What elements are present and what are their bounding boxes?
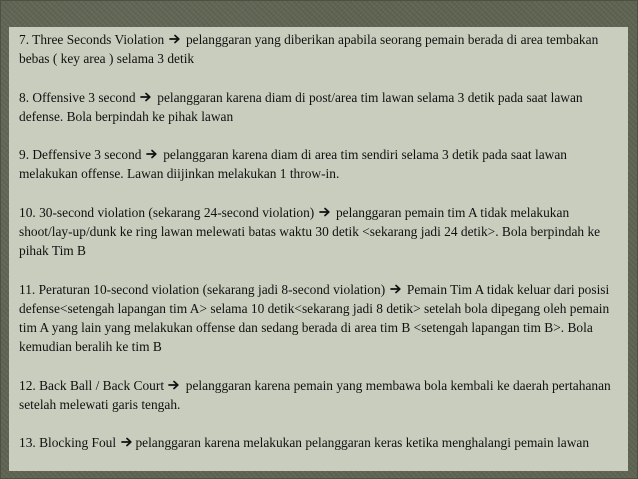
rule-term: 12. Back Ball / Back Court [19,377,165,393]
content-text-box [9,27,628,471]
rule-item-13 [19,433,622,452]
rule-description: pelanggaran karena diam di area tim sendiri selama 3 detik pada saat lawan melakukan offense. Lawan diijinkan melakukan 1 throw-in. [19,147,567,182]
arrow-right-icon [168,379,180,391]
rule-item-10 [19,203,622,261]
arrow-right-icon [121,436,133,448]
rule-term: 11. Peraturan 10-second violation (sekarang jadi 8-second violation) [19,281,386,297]
rule-item-8 [19,88,622,126]
rule-term: 9. Deffensive 3 second [19,147,142,163]
arrow-right-icon [319,206,331,218]
rule-description: pelanggaran karena pemain yang membawa bola kembali ke daerah pertahanan setelah melewati garis tengah. [19,377,611,412]
rule-description: Pemain Tim A tidak keluar dari posisi defense<setengah lapangan tim A> selama 10 detik<sekarang jadi 8 detik> setelah bola dipegang oleh pemain tim A yang lain yang melakukan offense dan sedang berada di area tim B <setengah lapangan tim B>. Bola kemudian beralih ke tim B [19,281,610,355]
rule-description: pelanggaran karena diam di post/area tim lawan selama 3 detik pada saat lawan defense. Bola berpindah ke pihak lawan [19,89,583,124]
rule-item-11 [19,280,622,357]
rule-item-7 [19,30,622,68]
rule-description: pelanggaran pemain tim A tidak melakukan shoot/lay-up/dunk ke ring lawan melewati batas waktu 30 detik <sekarang jadi 24 detik>. Bola berpindah ke pihak Tim B [19,204,601,259]
rule-term: 7. Three Seconds Violation [19,32,165,47]
rule-term: 10. 30-second violation (sekarang 24-second violation) [19,204,315,220]
arrow-right-icon [390,283,402,295]
rule-item-9 [19,145,622,183]
rule-term: 13. Blocking Foul [19,435,117,451]
rule-item-12 [19,376,622,414]
rule-description: pelanggaran yang diberikan apabila seorang pemain berada di area tembakan bebas ( key area ) selama 3 detik [19,32,599,67]
arrow-right-icon [146,148,158,160]
arrow-right-icon [140,91,152,103]
rule-term: 8. Offensive 3 second [19,89,136,105]
arrow-right-icon [169,33,181,45]
rule-description: pelanggaran karena melakukan pelanggaran keras ketika menghalangi pemain lawan [135,435,590,451]
